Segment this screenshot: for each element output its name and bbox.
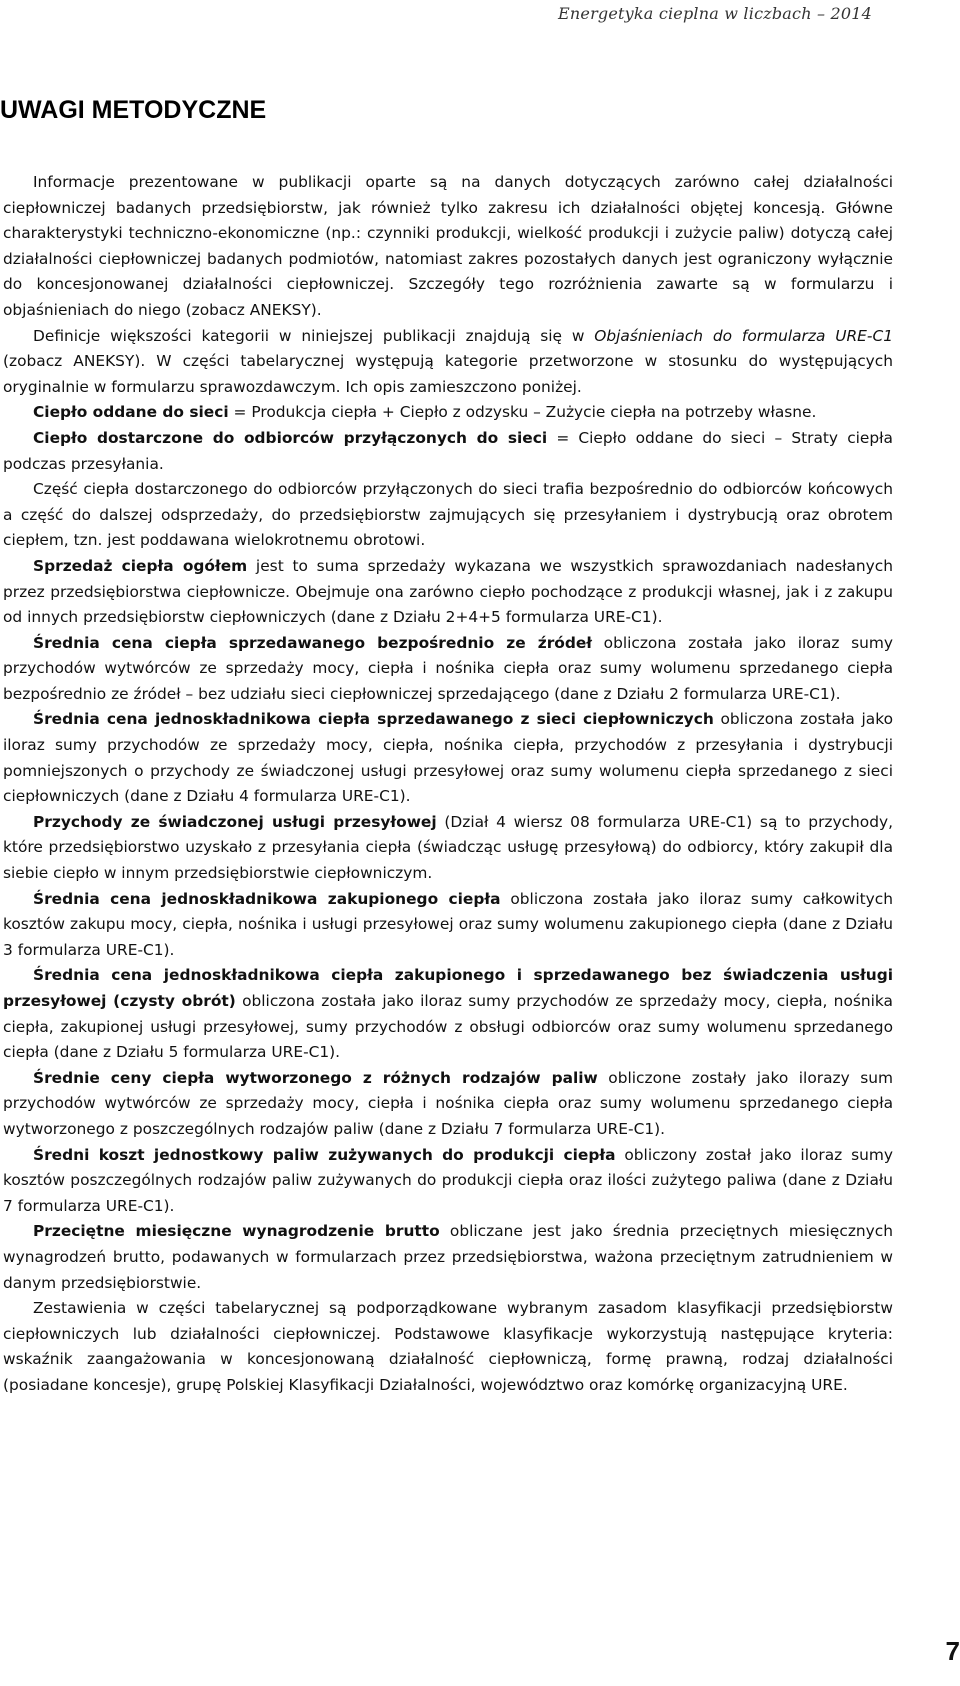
paragraph-definitions [3, 324, 893, 401]
definition-average-wage: obliczane jest jako średnia przeciętnych miesięcznych wynagrodzeń brutto, podawanych w formularzach przez przedsiębiorstwa, ważona przeciętnym zatrudnieniem w danym przedsiębiorstwie. [3, 1222, 893, 1292]
term-purchased-heat-price: Średnia cena jednoskładnikowa zakupionego ciepła [33, 889, 501, 908]
term-fuel-type-prices: Średnie ceny ciepła wytworzonego z różnych rodzajów paliw [33, 1068, 598, 1087]
running-header: Energetyka cieplna w liczbach – 2014 [558, 4, 872, 23]
paragraph-pure-trade-price [3, 963, 893, 1065]
term-pure-trade-price: Średnia cena jednoskładnikowa ciepła zakupionego i sprzedawanego bez świadczenia usługi przesyłowej (czysty obrót) [3, 966, 893, 1010]
definition-network-price: obliczona została jako iloraz sumy przychodów ze sprzedaży mocy, ciepła, nośnika ciepła, przychodów z przesyłania i dystrybucji pomniejszonych o przychody ze świadczonej usługi przesyłowej oraz sumy wolumenu ciepła sprzedanego z sieci ciepłowniczych (dane z Działu 4 formularza URE-C1). [3, 710, 893, 806]
paragraph-heat-supplied-to-customers [3, 426, 893, 477]
term-average-wage: Przeciętne miesięczne wynagrodzenie brutto [33, 1222, 440, 1241]
definition-purchased-heat-price: obliczona została jako iloraz sumy całkowitych kosztów zakupu mocy, ciepła, nośnika i usługi przesyłowej oraz sumy wolumenu zakupionego ciepła (dane z Działu 3 formularza URE-C1). [3, 889, 893, 959]
paragraph-classifications: Zestawienia w części tabelarycznej są podporządkowane wybranym zasadom klasyfikacji przedsiębiorstw ciepłowniczych lub działalności ciepłowniczej. Podstawowe klasyfikacje wykorzystują następujące kryteria: wskaźnik zaangażowania w koncesjonowaną działalność ciepłowniczą, formę prawną, rodzaj działalności (posiadane koncesje), grupę Polskiej Klasyfikacji Działalności, województwo oraz komórkę organizacyjną URE. [3, 1299, 893, 1394]
definitions-text-end: (zobacz ANEKSY). W części tabelarycznej występują kategorie przetworzone w stosunku do występujących oryginalnie w formularzu sprawozdawczym. Ich opis zamieszczono poniżej. [3, 352, 893, 396]
paragraph-transmission-revenue [3, 810, 893, 887]
term-heat-to-network: Ciepło oddane do sieci [33, 403, 229, 422]
paragraph-network-price [3, 707, 893, 809]
definition-transmission-revenue: (Dział 4 wiersz 08 formularza URE-C1) są to przychody, które przedsiębiorstwo uzyskało z przesyłania ciepła (świadcząc usługę przesyłową) do odbiorcy, który zakupił dla siebie ciepło w innym przedsiębiorstwie ciepłowniczym. [3, 812, 893, 883]
term-heat-to-customers: Ciepło dostarczone do odbiorców przyłączonych do sieci [33, 428, 548, 447]
paragraph-average-wage [3, 1219, 893, 1296]
term-transmission-revenue: Przychody ze świadczonej usługi przesyłowej [33, 812, 437, 831]
definition-pure-trade-price: obliczona została jako iloraz sumy przychodów ze sprzedaży mocy, ciepła, nośnika ciepła, zakupionej usługi przesyłowej, sumy przychodów z obsługi odbiorców oraz sumy wolumenu sprzedanego ciepła (dane z Działu 5 formularza URE-C1). [3, 992, 893, 1062]
formula-heat-to-network: = Produkcja ciepła + Ciepło z odzysku – Zużycie ciepła na potrzeby własne. [228, 403, 817, 422]
term-direct-price: Średnia cena ciepła sprzedawanego bezpośrednio ze źródeł [33, 633, 593, 652]
definition-total-sales: jest to suma sprzedaży wykazana we wszystkich sprawozdaniach nadesłanych przez przedsiębiorstwa ciepłownicze. Obejmuje ona zarówno ciepło pochodzące z produkcji własnej, jak i z zakupu od innych przedsiębiorstw ciepłowniczych (dane z Działu 2+4+5 formularza URE-C1). [3, 556, 894, 627]
definition-direct-price: obliczona została jako iloraz sumy przychodów wytwórców ze sprzedaży mocy, ciepła i nośnika ciepła oraz sumy wolumenu sprzedanego ciepła bezpośrednio ze źródeł – bez udziału sieci ciepłowniczej sprzedającego (dane z Działu 2 formularza URE-C1). [3, 633, 894, 703]
term-fuel-unit-cost: Średni koszt jednostkowy paliw zużywanych do produkcji ciepła [33, 1145, 616, 1164]
term-network-price: Średnia cena jednoskładnikowa ciepła sprzedawanego z sieci ciepłowniczych [33, 710, 714, 729]
paragraph-heat-delivered-to-network [3, 400, 893, 426]
definitions-text-start: Definicje większości kategorii w niniejszej publikacji znajdują się w [33, 326, 595, 345]
page-number: 7 [945, 1636, 960, 1666]
paragraph-intro: Informacje prezentowane w publikacji oparte są na danych dotyczących zarówno całej działalności ciepłowniczej badanych przedsiębiorstw, jak również tylko zakresu ich działalności objętej koncesją. Główne charakterystyki techniczno-ekonomiczne (np.: czynniki produkcji, wielkość produkcji i zużycie paliw) dotyczą całej działalności ciepłowniczej badanych podmiotów, natomiast zakres pozostałych danych jest ograniczony wyłącznie do koncesjonowanej działalności ciepłowniczej. Szczegóły tego rozróżnienia zawarte są w formularzu i objaśnieniach do niego (zobacz ANEKSY). [3, 173, 893, 319]
paragraph-total-sales [3, 554, 893, 631]
paragraph-purchased-heat-price [3, 887, 893, 964]
definitions-reference: Objaśnieniach do formularza URE-C1 [594, 326, 893, 345]
paragraph-direct-price [3, 631, 893, 708]
formula-heat-to-customers: = Ciepło oddane do sieci – Straty ciepła podczas przesyłania. [3, 428, 893, 473]
section-title: UWAGI METODYCZNE [0, 96, 267, 124]
paragraph-resale: Część ciepła dostarczonego do odbiorców przyłączonych do sieci trafia bezpośrednio do odbiorców końcowych a część do dalszej odsprzedaży, do przedsiębiorstw zajmujących się przesyłaniem i dystrybucją oraz obrotem ciepłem, tzn. jest poddawana wielokrotnemu obrotowi. [3, 480, 893, 550]
definition-fuel-unit-cost: obliczony został jako iloraz sumy kosztów poszczególnych rodzajów paliw zużywanych do produkcji ciepła oraz ilości zużytego paliwa (dane z Działu 7 formularza URE-C1). [3, 1145, 893, 1215]
definition-fuel-type-prices: obliczone zostały jako ilorazy sum przychodów wytwórców ze sprzedaży mocy, ciepła i nośnika ciepła oraz sumy wolumenu sprzedanego ciepła wytworzonego z poszczególnych rodzajów paliw (dane z Działu 7 formularza URE-C1). [3, 1068, 893, 1138]
body-text [3, 170, 893, 1399]
paragraph-fuel-unit-cost [3, 1143, 893, 1220]
term-total-sales: Sprzedaż ciepła ogółem [33, 556, 248, 575]
paragraph-fuel-type-prices [3, 1066, 893, 1143]
